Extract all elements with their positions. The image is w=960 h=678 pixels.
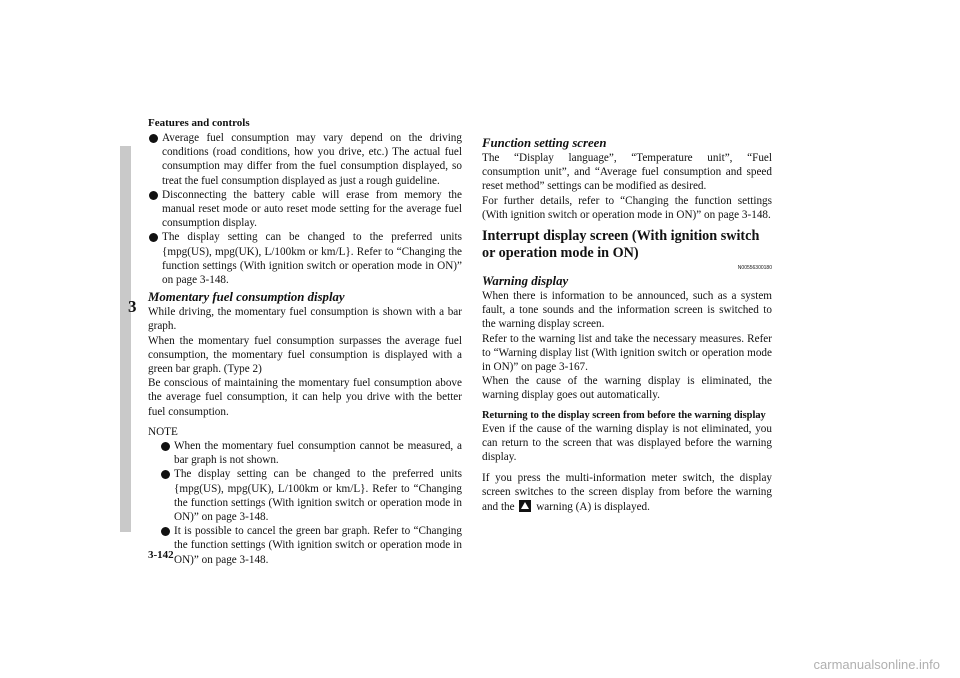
- paragraph: When the cause of the warning display is eliminated, the warning display goes out automatically.: [482, 375, 772, 402]
- paragraph-final: If you press the multi-information meter switch, the display screen switches to the screen display from before the warning and the warning (A) is displayed.: [482, 472, 772, 513]
- subheading-returning: Returning to the display screen from before the warning display: [482, 409, 766, 421]
- bullet-icon: [161, 527, 170, 536]
- bullet-icon: [149, 233, 158, 242]
- chapter-tab-bar: [120, 146, 131, 532]
- paragraph: Be conscious of maintaining the momentary fuel consumption above the average fuel consumption, it can help you drive with the better fuel consumption.: [148, 377, 462, 418]
- paragraph: The “Display language”, “Temperature unit”, “Fuel consumption unit”, and “Average fuel consumption and speed reset method” settings can be modified as desired.: [482, 152, 772, 193]
- bullet-icon: [161, 442, 170, 451]
- bullet-icon: [161, 470, 170, 479]
- warning-triangle-icon: [519, 500, 531, 512]
- page-header: Features and controls: [148, 117, 250, 129]
- paragraph: For further details, refer to “Changing the function settings (With ignition switch or operation mode in ON)” on page 3-148.: [482, 194, 772, 221]
- list-item: The display setting can be changed to the preferred units {mpg(US), mpg(UK), L/100km or km/L}. Refer to “Changing the function settings (With ignition switch or operation mode in ON)” on page 3-148.: [160, 467, 462, 524]
- watermark: carmanualsonline.info: [813, 657, 940, 672]
- chapter-number: 3: [128, 297, 137, 316]
- paragraph: Even if the cause of the warning display is not eliminated, you can return to the screen that was displayed before the warning display.: [482, 422, 772, 464]
- list-item: Disconnecting the battery cable will erase from memory the manual reset mode or auto reset mode setting for the average fuel consumption display.: [148, 188, 462, 231]
- note-label: NOTE: [148, 425, 178, 438]
- right-column: [482, 136, 772, 514]
- paragraph: Refer to the warning list and take the necessary measures. Refer to “Warning display list (With ignition switch or operation mode in ON)” on page 3-167.: [482, 332, 772, 374]
- paragraph: When the momentary fuel consumption surpasses the average fuel consumption, the momentary fuel consumption is displayed with a green bar graph. (Type 2): [148, 334, 462, 376]
- section-heading-warning: Warning display: [482, 274, 569, 289]
- bullet-icon: [149, 134, 158, 143]
- page-number: 3-142: [148, 549, 174, 561]
- left-column: [148, 131, 462, 567]
- section-heading-function: Function setting screen: [482, 136, 607, 150]
- bullet-icon: [149, 191, 158, 200]
- note-list: [148, 439, 462, 567]
- paragraph: When there is information to be announced, such as a system fault, a tone sounds and the information screen is switched to the warning display screen.: [482, 290, 772, 331]
- section-heading-interrupt: Interrupt display screen (With ignition switch or operation mode in ON): [482, 228, 760, 261]
- section-heading-momentary: Momentary fuel consumption display: [148, 290, 345, 305]
- list-item: When the momentary fuel consumption cannot be measured, a bar graph is not shown.: [160, 439, 462, 467]
- list-item: It is possible to cancel the green bar graph. Refer to “Changing the function settings (With ignition switch or operation mode in ON)” on page 3-148.: [160, 524, 462, 567]
- list-item: Average fuel consumption may vary depend on the driving conditions (road conditions, how you drive, etc.) The actual fuel consumption may differ from the fuel consumption displayed, so treat the fuel consumption displayed as just a rough guideline.: [148, 131, 462, 188]
- paragraph: While driving, the momentary fuel consumption is shown with a bar graph.: [148, 306, 462, 333]
- list-item: The display setting can be changed to the preferred units {mpg(US), mpg(UK), L/100km or km/L}. Refer to “Changing the function settings (With ignition switch or operation mode in ON)” on page 3-148.: [148, 230, 462, 287]
- document-code: N00556300180: [737, 265, 772, 272]
